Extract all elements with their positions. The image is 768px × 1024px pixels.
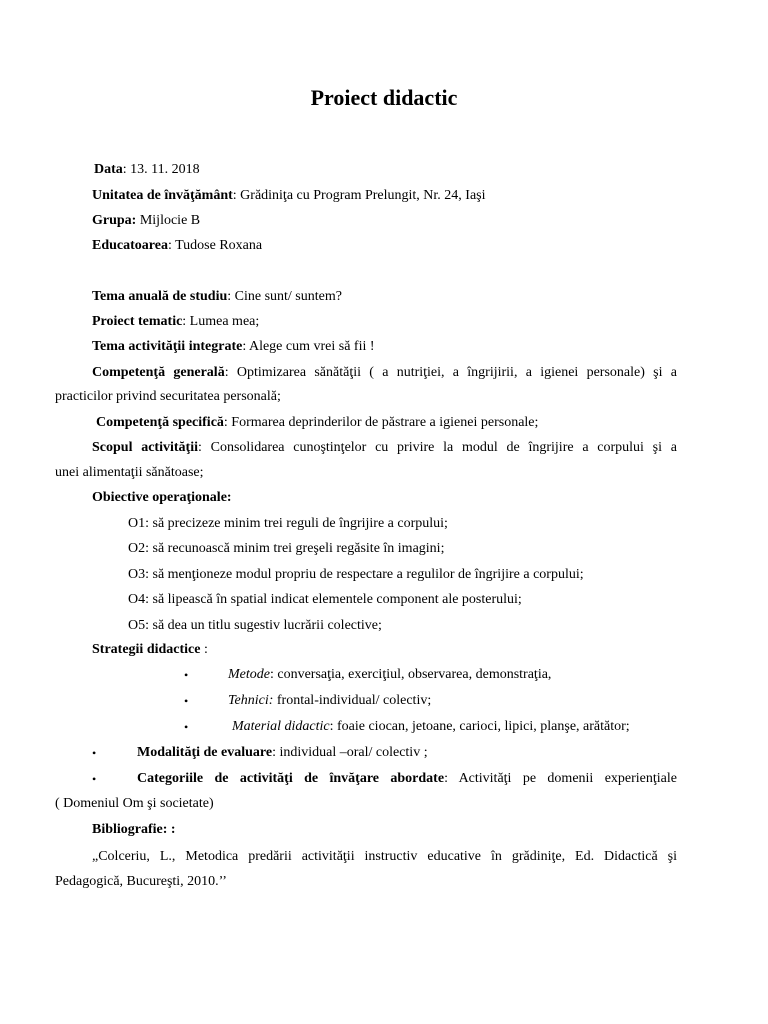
objective-item: O3: să menţioneze modul propriu de respectare a regulilor de îngrijire a corpului; [128, 567, 584, 582]
activity-goal-line [55, 439, 677, 457]
learning-categories-line [137, 770, 677, 788]
bullet-icon: • [184, 668, 189, 682]
bullet-icon: • [184, 694, 189, 708]
group-label: Grupa: [92, 213, 137, 228]
thematic-project-label: Proiect tematic [92, 314, 183, 329]
specific-competence-label: Competenţă specifică [96, 415, 224, 430]
thematic-project-value: : Lumea mea; [182, 314, 260, 329]
objectives-heading [92, 489, 232, 507]
methods-label: Metode [228, 667, 270, 682]
specific-competence-line [96, 414, 538, 432]
group-value: Mijlocie B [136, 213, 201, 228]
techniques-label: Tehnici: [228, 693, 274, 708]
evaluation-value: : individual –oral/ colectiv ; [272, 745, 428, 760]
general-competence-value: : Optimizarea sănătăţii ( a nutriţiei, a îngrijirii, a igienei personale) şi a [224, 365, 678, 380]
objectives-label: Obiective operaţionale [92, 490, 227, 505]
bibliography-entry-continuation: Pedagogică, Bucureşti, 2010.’’ [55, 874, 227, 889]
objective-item: O2: să recunoască minim trei greşeli regăsite în imagini; [128, 541, 445, 556]
learning-categories-continuation: ( Domeniul Om şi societate) [55, 796, 214, 811]
learning-categories-label: Categoriile de activităţi de învăţare abordate [137, 771, 445, 786]
annual-theme-line [92, 288, 342, 306]
activity-goal-label: Scopul activităţii [92, 440, 198, 455]
date-value: : 13. 11. 2018 [122, 162, 200, 177]
teacher-line [92, 237, 262, 255]
group-line [92, 212, 200, 230]
evaluation-label: Modalităţi de evaluare [137, 745, 273, 760]
bullet-icon: • [92, 772, 97, 786]
activity-goal-continuation: unei alimentaţii sănătoase; [55, 465, 204, 480]
techniques-value: frontal-individual/ colectiv; [273, 693, 432, 708]
evaluation-line [137, 744, 428, 762]
methods-line [228, 666, 551, 684]
bullet-icon: • [92, 746, 97, 760]
page-title: Proiect didactic [310, 85, 458, 110]
activity-goal-value: : Consolidarea cunoştinţelor cu privire la modul de îngrijire a corpului şi a [197, 440, 677, 455]
date-label: Data [94, 162, 123, 177]
strategies-label: Strategii didactice [92, 642, 201, 657]
strategies-heading [92, 641, 208, 659]
strategies-colon: : [200, 642, 208, 657]
institution-value: : Grădiniţa cu Program Prelungit, Nr. 24, Iaşi [232, 188, 486, 203]
materials-value: : foaie ciocan, jetoane, carioci, lipici, planşe, arătător; [329, 719, 630, 734]
annual-theme-value: : Cine sunt/ suntem? [227, 289, 342, 304]
bullet-icon: • [184, 720, 189, 734]
objective-item: O5: să dea un titlu sugestiv lucrării colective; [128, 618, 382, 633]
general-competence-continuation: practicilor privind securitatea personală; [55, 389, 281, 404]
activity-theme-label: Tema activităţii integrate [92, 339, 243, 354]
general-competence-line [55, 364, 677, 382]
activity-theme-value: : Alege cum vrei să fii ! [242, 339, 375, 354]
annual-theme-label: Tema anuală de studiu [92, 289, 228, 304]
materials-line [232, 718, 630, 736]
objective-item: O1: să precizeze minim trei reguli de îngrijire a corpului; [128, 516, 448, 531]
methods-value: : conversaţia, exerciţiul, observarea, demonstraţia, [269, 667, 552, 682]
bibliography-entry: „Colceriu, L., Metodica predării activităţii instructiv educative în grădiniţe, Ed. Didactică şi [92, 849, 677, 864]
learning-categories-value: : Activităţi pe domenii experienţiale [444, 771, 677, 786]
teacher-value: : Tudose Roxana [167, 238, 263, 253]
institution-line [92, 187, 486, 205]
institution-label: Unitatea de învăţământ [92, 188, 233, 203]
general-competence-label: Competenţă generală [92, 365, 225, 380]
specific-competence-value: : Formarea deprinderilor de păstrare a igienei personale; [223, 415, 539, 430]
activity-theme-line [92, 338, 375, 356]
materials-label: Material didactic [232, 719, 330, 734]
teacher-label: Educatoarea [92, 238, 168, 253]
objectives-colon: : [226, 490, 232, 505]
bibliography-heading: Bibliografie: : [92, 822, 176, 837]
techniques-line [228, 692, 431, 710]
date-line [94, 161, 200, 179]
objective-item: O4: să lipească în spatial indicat elementele component ale posterului; [128, 592, 522, 607]
thematic-project-line [92, 313, 259, 331]
